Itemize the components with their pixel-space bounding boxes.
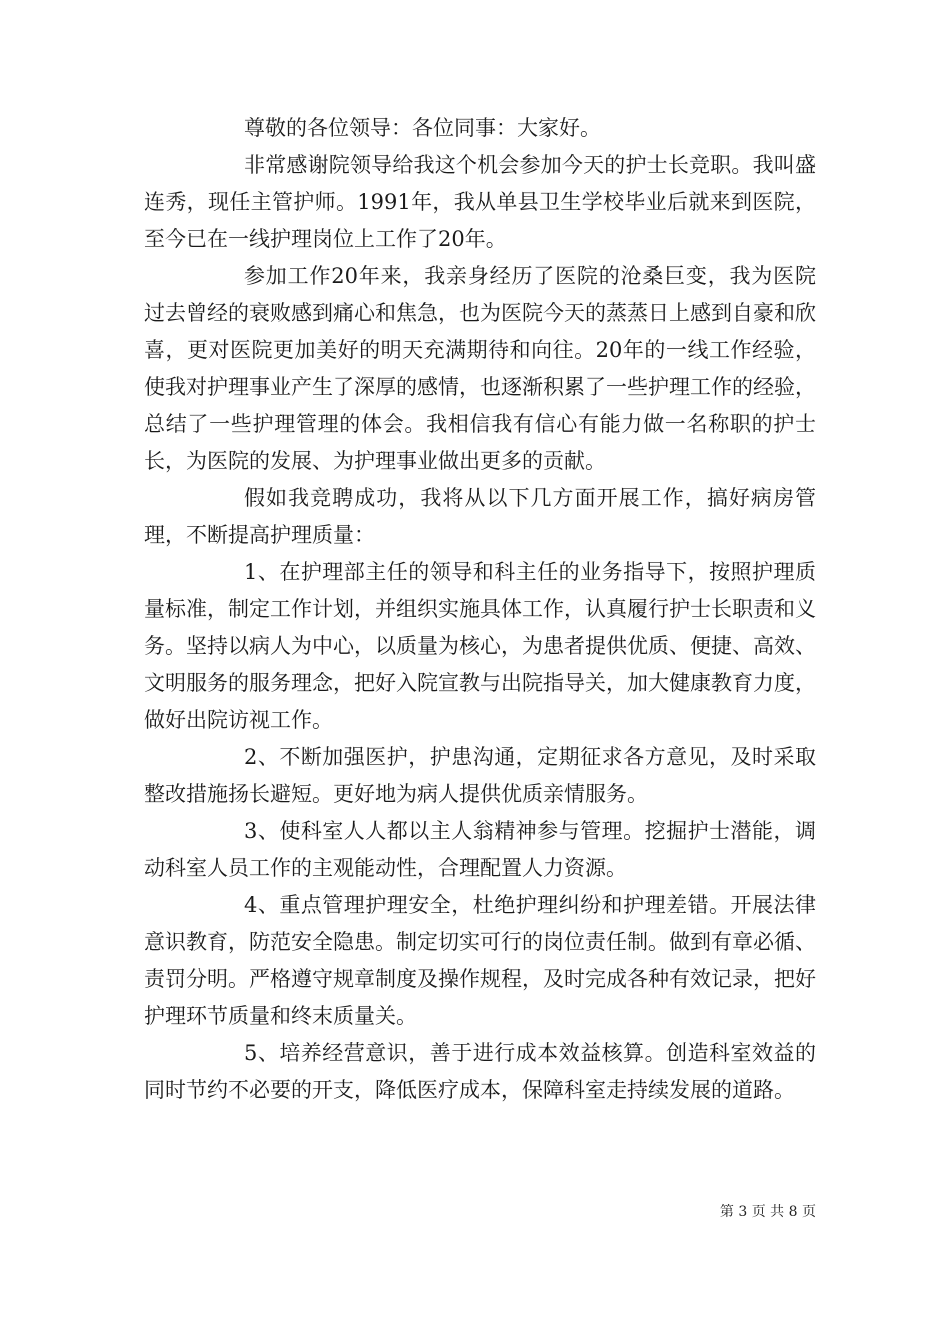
plan-item-2: 2、不断加强医护，护患沟通，定期征求各方意见，及时采取整改措施扬长避短。更好地为病人提供优质亲情服务。 [144,745,816,806]
salutation-paragraph: 尊敬的各位领导：各位同事：大家好。 [244,116,601,140]
plan-item-3: 3、使科室人人都以主人翁精神参与管理。挖掘护士潜能，调动科室人员工作的主观能动性，合理配置人力资源。 [144,819,816,880]
plan-intro-paragraph: 假如我竞聘成功，我将从以下几方面开展工作，搞好病房管理，不断提高护理质量： [144,486,816,547]
introduction-paragraph: 非常感谢院领导给我这个机会参加今天的护士长竞职。我叫盛连秀，现任主管护师。1991年，我从单县卫生学校毕业后就来到医院，至今已在一线护理岗位上工作了20年。 [144,153,816,251]
plan-item-4: 4、重点管理护理安全，杜绝护理纠纷和护理差错。开展法律意识教育，防范安全隐患。制定切实可行的岗位责任制。做到有章必循、责罚分明。严格遵守规章制度及操作规程，及时完成各种有效记录，把好护理环节质量和终末质量关。 [144,893,816,1028]
page-number-footer: 第 3 页 共 8 页 [719,1204,816,1220]
plan-item-5: 5、培养经营意识，善于进行成本效益核算。创造科室效益的同时节约不必要的开支，降低医疗成本，保障科室走持续发展的道路。 [144,1041,816,1102]
plan-item-1: 1、在护理部主任的领导和科主任的业务指导下，按照护理质量标准，制定工作计划，并组织实施具体工作，认真履行护士长职责和义务。坚持以病人为中心，以质量为核心，为患者提供优质、便捷、高效、文明服务的服务理念，把好入院宣教与出院指导关，加大健康教育力度，做好出院访视工作。 [144,560,816,732]
document-body [144,110,816,1109]
experience-paragraph: 参加工作20年来，我亲身经历了医院的沧桑巨变，我为医院过去曾经的衰败感到痛心和焦急，也为医院今天的蒸蒸日上感到自豪和欣喜，更对医院更加美好的明天充满期待和向往。20年的一线工作经验，使我对护理事业产生了深厚的感情，也逐渐积累了一些护理工作的经验，总结了一些护理管理的体会。我相信我有信心有能力做一名称职的护士长，为医院的发展、为护理事业做出更多的贡献。 [144,264,816,473]
